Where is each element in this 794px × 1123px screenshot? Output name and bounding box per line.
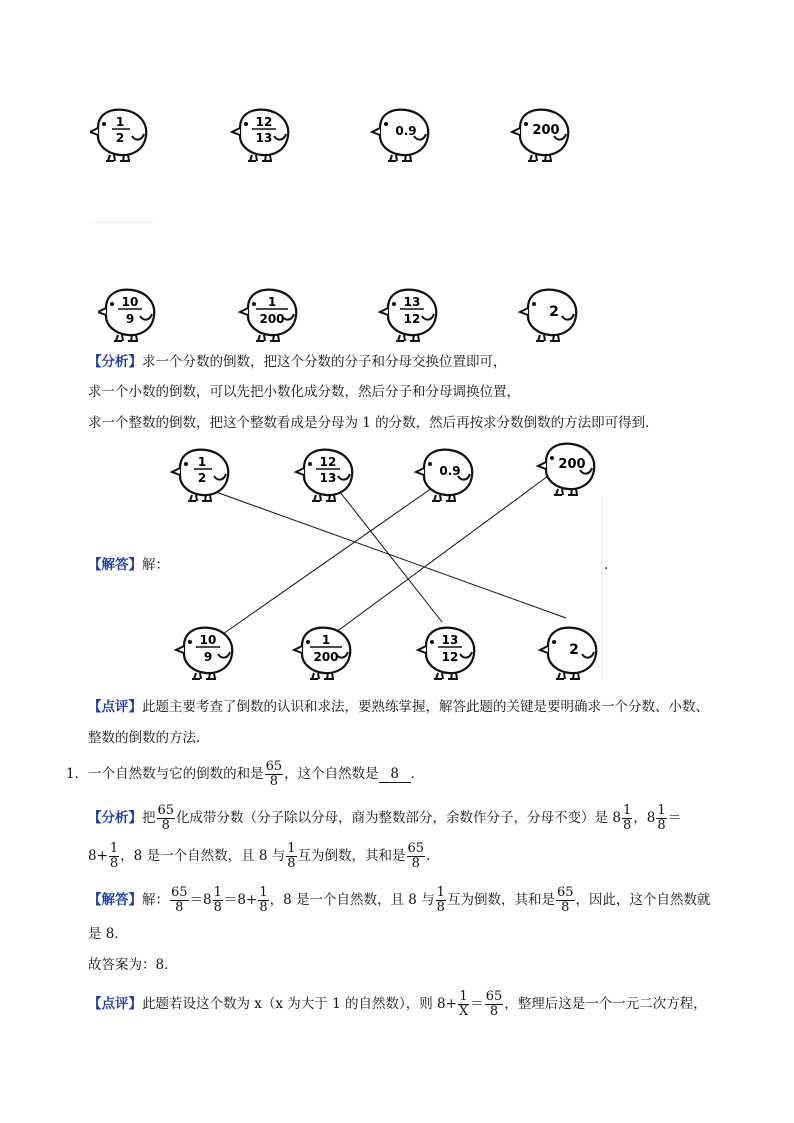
answer-chick-2 bbox=[540, 628, 596, 679]
chick-12-13 bbox=[232, 110, 288, 161]
chick-0-9 bbox=[372, 110, 428, 161]
chick-2 bbox=[520, 290, 576, 341]
answer-chick-13-12 bbox=[418, 628, 474, 679]
q1-answer-line-1: 【解答】解： $\frac{65}{8}$ ＝8 $\frac{1}{8}$ ＝8+ $\frac{1}{8}$ ，8 是一个自然数，且 8 与 $\frac{1}{8}$ 互为倒数，其和是 $\frac{65}{8}$ ，因此，这个自然数就 bbox=[88, 885, 711, 915]
matching-diagram bbox=[170, 440, 610, 685]
analysis-line-3: 求一个整数的倒数，把这个整数看成是分母为 1 的分数，然后再按求分数倒数的方法即可得到． bbox=[88, 415, 659, 431]
svg-text:200: 200 bbox=[313, 650, 339, 664]
comment-line-2: 整数的倒数的方法． bbox=[88, 730, 210, 746]
answer-chick-12-13 bbox=[296, 450, 352, 501]
svg-text:10: 10 bbox=[121, 295, 139, 309]
chick-200 bbox=[512, 110, 568, 161]
answer-tag: 【解答】 bbox=[88, 557, 142, 573]
svg-text:2: 2 bbox=[549, 304, 559, 320]
q1-analysis-line-1: 【分析】把 $\frac{65}{8}$ 化成带分数（分子除以分母，商为整数部分，余数作分子，分母不变）是 8 $\frac{1}{8}$ ，8 $\frac{1}{8}$ ＝ bbox=[88, 803, 682, 833]
svg-text:1: 1 bbox=[197, 455, 207, 469]
svg-text:13: 13 bbox=[319, 471, 337, 485]
answer-blank: 8 bbox=[379, 766, 411, 783]
svg-text:2: 2 bbox=[569, 642, 579, 658]
comment-tag: 【点评】 bbox=[88, 699, 142, 715]
svg-text:13: 13 bbox=[403, 295, 421, 309]
answer-chick-10-9 bbox=[176, 628, 232, 679]
svg-text:2: 2 bbox=[197, 471, 207, 485]
q1-answer-line-2: 是 8． bbox=[88, 926, 128, 942]
match-line-12-13 bbox=[340, 492, 442, 622]
svg-text:1: 1 bbox=[321, 633, 331, 647]
fraction-65-8: $\frac{65}{8}$ bbox=[265, 759, 283, 789]
chick-row-2 bbox=[98, 286, 618, 352]
analysis-line-1: 【分析】求一个分数的倒数，把这个分数的分子和分母交换位置即可， bbox=[88, 354, 507, 370]
chick-row-1 bbox=[90, 106, 610, 172]
svg-text:12: 12 bbox=[441, 650, 459, 664]
svg-text:13: 13 bbox=[441, 633, 459, 647]
q1-answer-line-3: 故答案为：8． bbox=[88, 957, 178, 973]
analysis-tag: 【分析】 bbox=[88, 354, 142, 370]
q1-answer-tag: 【解答】 bbox=[88, 892, 142, 908]
svg-text:12: 12 bbox=[403, 312, 421, 326]
svg-text:10: 10 bbox=[199, 633, 217, 647]
svg-text:12: 12 bbox=[319, 455, 337, 469]
svg-text:0.9: 0.9 bbox=[395, 124, 417, 138]
chick-1-200 bbox=[240, 290, 296, 341]
svg-text:0.9: 0.9 bbox=[439, 464, 461, 478]
match-line-0-9 bbox=[220, 488, 432, 636]
svg-text:200: 200 bbox=[558, 457, 586, 472]
match-line-1-2 bbox=[216, 492, 566, 618]
question-number: 1． bbox=[66, 766, 89, 782]
svg-text:2: 2 bbox=[115, 131, 125, 145]
q1-comment-tag: 【点评】 bbox=[88, 996, 142, 1012]
answer-line: 【解答】解： bbox=[88, 557, 169, 573]
svg-text:200: 200 bbox=[259, 312, 285, 326]
chick-10-9 bbox=[98, 290, 154, 341]
svg-text:1: 1 bbox=[115, 115, 125, 129]
q1-analysis-line-2: 8+ $\frac{1}{8}$ ，8 是一个自然数，且 8 与 $\frac{1}{8}$ 互为倒数，其和是 $\frac{65}{8}$ . bbox=[88, 841, 431, 871]
q1-analysis-tag: 【分析】 bbox=[88, 810, 142, 826]
analysis-line-2: 求一个小数的倒数，可以先把小数化成分数，然后分子和分母调换位置， bbox=[88, 384, 520, 400]
svg-text:9: 9 bbox=[125, 312, 135, 326]
answer-end: . bbox=[604, 557, 609, 573]
faint-mark bbox=[92, 222, 154, 229]
q1-comment-line: 【点评】此题若设这个数为 x（x 为大于 1 的自然数），则 8+ $\frac{1}{X}$ ＝ $\frac{65}{8}$ ，整理后这是一个一元二次方程， bbox=[88, 989, 707, 1019]
answer-chick-1-200 bbox=[294, 628, 350, 679]
chick-1-2 bbox=[90, 110, 146, 161]
answer-chick-200 bbox=[538, 444, 594, 495]
chick-13-12 bbox=[380, 290, 436, 341]
svg-text:12: 12 bbox=[255, 115, 273, 129]
svg-text:13: 13 bbox=[255, 131, 273, 145]
svg-text:9: 9 bbox=[203, 650, 213, 664]
comment-line-1: 【点评】此题主要考查了倒数的认识和求法，要熟练掌握，解答此题的关键是要明确求一个分数、小数、 bbox=[88, 699, 709, 715]
svg-text:200: 200 bbox=[532, 123, 560, 138]
svg-text:1: 1 bbox=[267, 295, 277, 309]
question-1: 1．一个自然数与它的倒数的和是 $\frac{65}{8}$ ，这个自然数是 8 ． bbox=[66, 759, 425, 789]
